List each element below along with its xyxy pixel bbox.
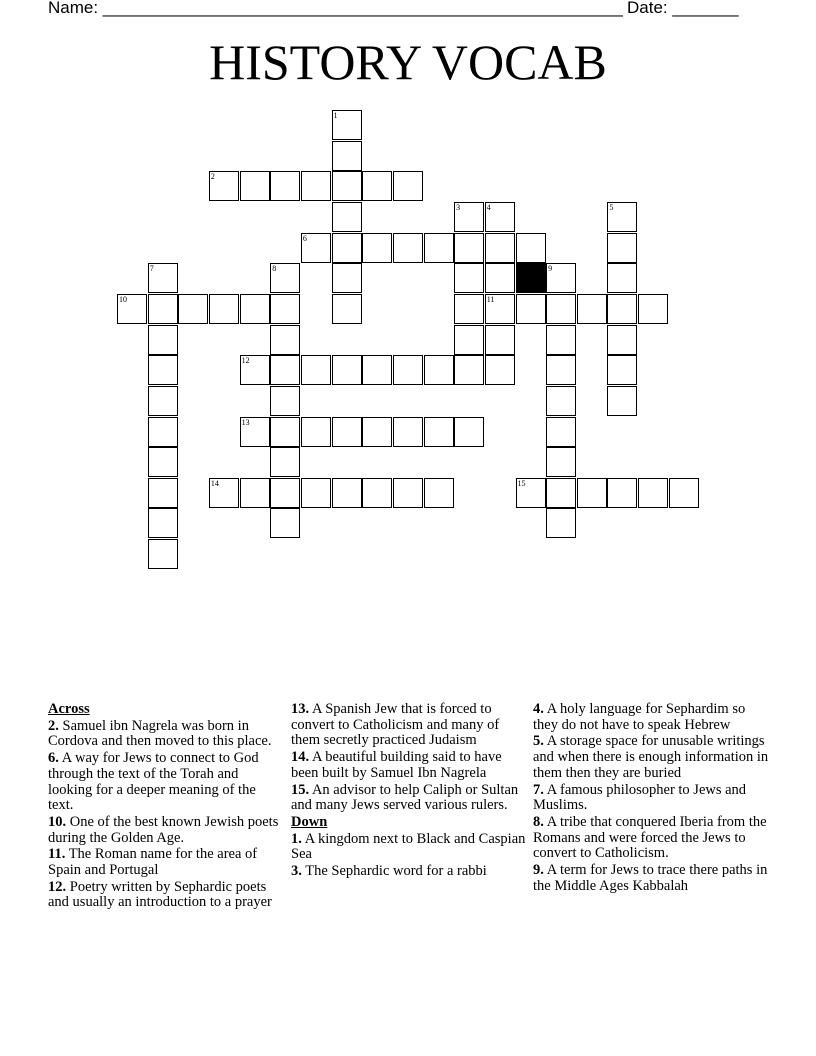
crossword-cell[interactable] <box>607 386 637 416</box>
cell-number: 6 <box>302 233 307 243</box>
crossword-cell[interactable] <box>270 508 300 538</box>
crossword-cell[interactable] <box>454 325 484 355</box>
crossword-cell[interactable] <box>240 171 270 201</box>
crossword-cell[interactable] <box>270 325 300 355</box>
crossword-cell[interactable] <box>485 233 515 263</box>
crossword-cell[interactable] <box>607 233 637 263</box>
clue-item <box>533 815 769 862</box>
crossword-cell[interactable] <box>607 355 637 385</box>
crossword-cell[interactable] <box>393 478 423 508</box>
crossword-cell[interactable] <box>332 202 362 232</box>
clue-item <box>533 702 769 733</box>
crossword-cell[interactable] <box>485 263 515 293</box>
crossword-cell[interactable] <box>485 355 515 385</box>
crossword-cell[interactable] <box>454 417 484 447</box>
crossword-cell[interactable] <box>424 355 454 385</box>
crossword-cell[interactable] <box>301 233 331 263</box>
clue-number: 7. <box>533 781 544 798</box>
blocked-cell <box>516 263 546 293</box>
crossword-cell[interactable] <box>209 171 239 201</box>
clue-item <box>291 832 527 863</box>
crossword-cell[interactable] <box>270 263 300 293</box>
crossword-cell[interactable] <box>454 355 484 385</box>
crossword-cell[interactable] <box>332 417 362 447</box>
clue-text: A term for Jews to trace there paths in the Middle Ages Kabbalah <box>533 862 768 894</box>
crossword-cell[interactable] <box>332 141 362 171</box>
crossword-cell[interactable] <box>332 110 362 140</box>
clue-column-2 <box>291 702 527 881</box>
cell-number: 15 <box>517 478 526 488</box>
crossword-cell[interactable] <box>148 263 178 293</box>
clue-item <box>533 863 769 894</box>
crossword-cell[interactable] <box>332 263 362 293</box>
cell-number: 1 <box>333 111 338 120</box>
crossword-cell[interactable] <box>148 386 178 416</box>
crossword-cell[interactable] <box>607 294 637 324</box>
crossword-cell[interactable] <box>393 355 423 385</box>
crossword-cell[interactable] <box>393 233 423 263</box>
clue-number: 10. <box>48 813 67 830</box>
crossword-cell[interactable] <box>301 478 331 508</box>
clue-text: A kingdom next to Black and Caspian Sea <box>291 830 526 863</box>
clue-number: 2. <box>48 717 59 734</box>
clue-text: One of the best known Jewish poets during the Golden Age. <box>48 813 279 846</box>
crossword-cell[interactable] <box>148 539 178 569</box>
clue-item <box>291 702 527 749</box>
crossword-cell[interactable] <box>546 294 576 324</box>
crossword-cell[interactable] <box>546 355 576 385</box>
crossword-cell[interactable] <box>240 478 270 508</box>
clue-number: 15. <box>291 781 310 798</box>
cell-number: 9 <box>548 264 553 274</box>
crossword-cell[interactable] <box>240 294 270 324</box>
crossword-cell[interactable] <box>332 171 362 201</box>
clue-text: A tribe that conquered Iberia from the Romans and were forced the Jews to convert to Catholicism. <box>533 813 767 862</box>
clue-text: A way for Jews to connect to God through the text of the Torah and looking for a deeper meaning of the text. <box>48 750 259 814</box>
crossword-cell[interactable] <box>148 355 178 385</box>
clue-text: The Roman name for the area of Spain and Portugal <box>48 846 258 879</box>
clue-number: 11. <box>48 846 66 863</box>
crossword-cell[interactable] <box>148 447 178 477</box>
clue-item <box>291 750 527 781</box>
crossword-cell[interactable] <box>270 478 300 508</box>
clue-number: 6. <box>48 750 59 767</box>
crossword-cell[interactable] <box>546 325 576 355</box>
crossword-cell[interactable] <box>516 233 546 263</box>
cell-number: 12 <box>241 356 250 366</box>
crossword-cell[interactable] <box>209 294 239 324</box>
crossword-cell[interactable] <box>669 478 699 508</box>
crossword-cell[interactable] <box>178 294 208 324</box>
cell-number: 11 <box>486 294 495 304</box>
crossword-cell[interactable] <box>607 202 637 232</box>
crossword-cell[interactable] <box>424 417 454 447</box>
cell-number: 8 <box>272 264 277 274</box>
clue-number: 1. <box>291 830 302 847</box>
crossword-cell[interactable] <box>148 294 178 324</box>
clue-column-3 <box>533 702 769 895</box>
clue-text: A holy language for Sephardim so they do not have to speak Hebrew <box>533 701 746 733</box>
cell-number: 4 <box>486 202 491 212</box>
crossword-cell[interactable] <box>546 447 576 477</box>
clue-text: Samuel ibn Nagrela was born in Cordova and then moved to this place. <box>48 717 272 750</box>
crossword-cell[interactable] <box>607 263 637 293</box>
cell-number: 2 <box>210 172 215 182</box>
crossword-cell[interactable] <box>546 417 576 447</box>
clue-number: 8. <box>533 813 544 830</box>
clue-number: 14. <box>291 749 310 766</box>
clue-number: 12. <box>48 878 67 895</box>
crossword-cell[interactable] <box>209 478 239 508</box>
crossword-cell[interactable] <box>454 233 484 263</box>
crossword-cell[interactable] <box>393 171 423 201</box>
crossword-cell[interactable] <box>301 171 331 201</box>
down-heading: Down <box>291 813 328 830</box>
crossword-cell[interactable] <box>424 478 454 508</box>
crossword-cell[interactable] <box>546 478 576 508</box>
crossword-cell[interactable] <box>516 478 546 508</box>
crossword-cell[interactable] <box>485 294 515 324</box>
clue-number: 9. <box>533 862 544 879</box>
crossword-cell[interactable] <box>270 294 300 324</box>
clue-text: A beautiful building said to have been built by Samuel Ibn Nagrela <box>291 749 502 781</box>
crossword-cell[interactable] <box>362 417 392 447</box>
cell-number: 10 <box>119 294 127 304</box>
crossword-cell[interactable] <box>301 417 331 447</box>
clue-item <box>291 783 527 814</box>
crossword-cell[interactable] <box>638 478 668 508</box>
crossword-cell[interactable] <box>148 508 178 538</box>
crossword-cell[interactable] <box>332 294 362 324</box>
clue-number: 4. <box>533 701 544 717</box>
clue-text: The Sephardic word for a rabbi <box>301 863 487 880</box>
crossword-cell[interactable] <box>301 355 331 385</box>
crossword-cell[interactable] <box>332 355 362 385</box>
clue-item <box>48 815 284 846</box>
crossword-cell[interactable] <box>362 233 392 263</box>
clue-item <box>533 734 769 781</box>
crossword-cell[interactable] <box>577 478 607 508</box>
crossword-cell[interactable] <box>362 478 392 508</box>
crossword-cell[interactable] <box>270 171 300 201</box>
clue-item <box>291 864 527 880</box>
cell-number: 3 <box>456 202 461 212</box>
crossword-cell[interactable] <box>332 233 362 263</box>
clue-text: A famous philosopher to Jews and Muslims. <box>533 781 747 814</box>
clue-item <box>48 751 284 814</box>
crossword-cell[interactable] <box>424 233 454 263</box>
crossword-cell[interactable] <box>148 478 178 508</box>
crossword-cell[interactable] <box>454 263 484 293</box>
crossword-cell[interactable] <box>546 386 576 416</box>
crossword-cell[interactable] <box>117 294 147 324</box>
crossword-cell[interactable] <box>454 294 484 324</box>
clue-text: A Spanish Jew that is forced to convert to Catholicism and many of them secretly practiced Judaism <box>291 701 500 749</box>
crossword-cell[interactable] <box>362 355 392 385</box>
crossword-cell[interactable] <box>454 202 484 232</box>
clue-item <box>48 719 284 750</box>
crossword-cell[interactable] <box>485 202 515 232</box>
crossword-cell[interactable] <box>270 447 300 477</box>
clue-number: 5. <box>533 733 544 750</box>
crossword-cell[interactable] <box>240 355 270 385</box>
crossword-cell[interactable] <box>577 294 607 324</box>
date-field[interactable]: Date: _______ <box>627 0 739 17</box>
across-heading: Across <box>48 701 90 717</box>
crossword-cell[interactable] <box>393 417 423 447</box>
crossword-cell[interactable] <box>362 171 392 201</box>
crossword-cell[interactable] <box>270 386 300 416</box>
crossword-cell[interactable] <box>607 325 637 355</box>
cell-number: 13 <box>241 417 250 427</box>
clue-item <box>48 880 284 911</box>
crossword-cell[interactable] <box>148 417 178 447</box>
cell-number: 14 <box>210 478 219 488</box>
clue-column-1 <box>48 702 284 912</box>
crossword-cell[interactable] <box>270 355 300 385</box>
cell-number: 7 <box>149 264 154 274</box>
clue-text: A storage space for unusable writings and when there is enough information in them then they are buried <box>533 733 769 781</box>
cell-number: 5 <box>609 202 614 212</box>
crossword-cell[interactable] <box>546 508 576 538</box>
crossword-cell[interactable] <box>270 417 300 447</box>
clue-text: Poetry written by Sephardic poets and usually an introduction to a prayer <box>48 878 272 911</box>
crossword-cell[interactable] <box>516 294 546 324</box>
crossword-cell[interactable] <box>546 263 576 293</box>
crossword-cell[interactable] <box>332 478 362 508</box>
clue-number: 13. <box>291 701 310 717</box>
clue-text: An advisor to help Caliph or Sultan and many Jews served various rulers. <box>291 781 519 814</box>
page-title: HISTORY VOCAB <box>209 34 607 90</box>
crossword-cell[interactable] <box>148 325 178 355</box>
clue-item <box>48 847 284 878</box>
clue-item <box>533 783 769 814</box>
crossword-cell[interactable] <box>638 294 668 324</box>
clue-number: 3. <box>291 863 302 880</box>
crossword-cell[interactable] <box>240 417 270 447</box>
crossword-cell[interactable] <box>607 478 637 508</box>
crossword-cell[interactable] <box>485 325 515 355</box>
name-field[interactable]: Name: _______________________________________________________ <box>48 0 623 17</box>
